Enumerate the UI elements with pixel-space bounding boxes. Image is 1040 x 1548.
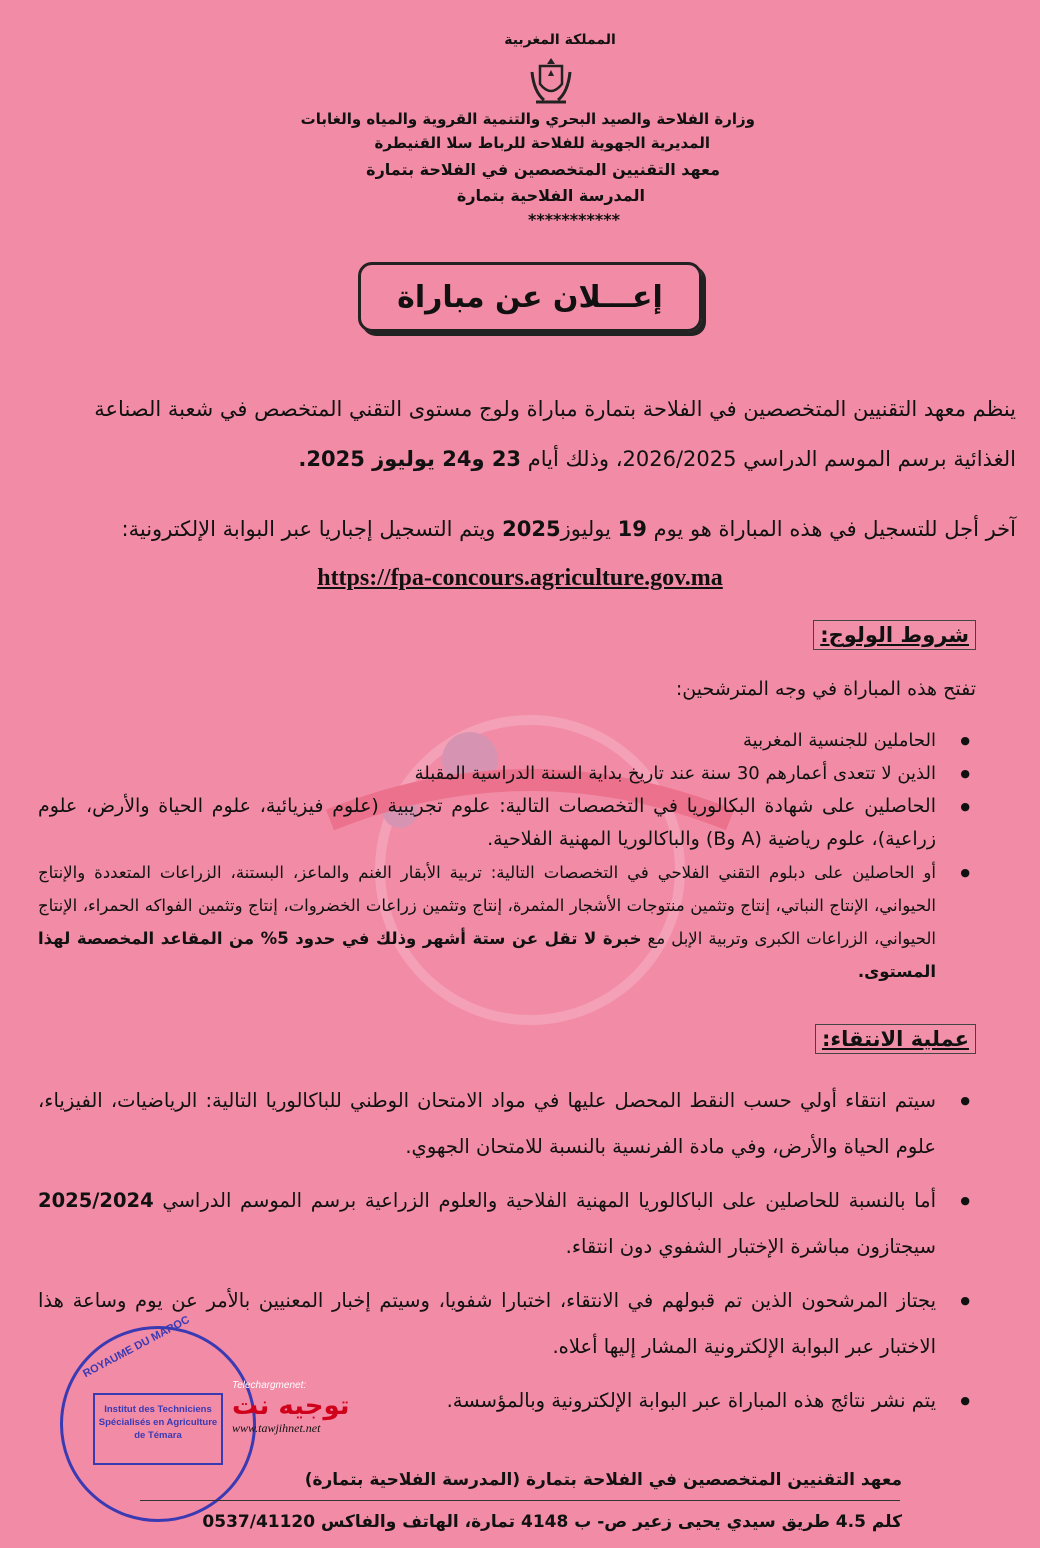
announcement-title: إعـــلان عن مباراة bbox=[397, 279, 663, 315]
header-institute: معهد التقنيين المتخصصين في الفلاحة بتمارة bbox=[366, 160, 720, 179]
conditions-intro: تفتح هذه المباراة في وجه المترشحين: bbox=[675, 678, 976, 700]
header-school: المدرسة الفلاحية بتمارة bbox=[456, 186, 645, 205]
registration-url[interactable]: https://fpa-concours.agriculture.gov.ma bbox=[317, 565, 723, 591]
selection-heading: عملية الانتقاء: bbox=[815, 1024, 976, 1054]
deadline-paragraph bbox=[24, 504, 1016, 554]
deadline-text-e: ويتم التسجيل إجباريا عبر البوابة الإلكترونية: bbox=[121, 517, 503, 541]
footer-institute: معهد التقنيين المتخصصين في الفلاحة بتمارة (المدرسة الفلاحية بتمارة) bbox=[304, 1470, 902, 1490]
watermark-brand-logo: توجيه نت bbox=[232, 1391, 350, 1421]
deadline-day: 19 bbox=[617, 517, 647, 541]
watermark-brand bbox=[232, 1380, 350, 1436]
deadline-month: يوليوز bbox=[560, 517, 618, 541]
selection-item: ● يتم نشر نتائج هذه المباراة عبر البوابة الإلكترونية وبالمؤسسة. bbox=[38, 1378, 976, 1424]
watermark-download-label: Telechargmenet: bbox=[232, 1380, 307, 1391]
header-kingdom: المملكة المغربية bbox=[504, 32, 616, 48]
deadline-year: 2025 bbox=[502, 517, 561, 541]
condition-item-4-text: أو الحاصلين على دبلوم التقني الفلاحي في التخصصات التالية: تربية الأبقار الغنم والماعز، البستنة، الزراعات المتعددة والإنتاج الحيواني، الإنتاج النباتي، إنتاج وتثمين منتوجات الأشجار المثمرة، إنتاج وتثمين زراعات الخضروات، إنتاج وتثمين الفواكه الحمراء، الإنتاج الحيواني، الزراعات الكبرى وتربية الإبل مع bbox=[38, 863, 937, 948]
royal-emblem-icon bbox=[528, 54, 574, 106]
condition-item: ● الذين لا تتعدى أعمارهم 30 سنة عند تاريخ بداية السنة الدراسية المقبلة bbox=[38, 757, 976, 790]
watermark-site-link[interactable]: www.tawjihnet.net bbox=[232, 1421, 321, 1435]
header-regional-direction: المديرية الجهوية للفلاحة للرباط سلا القنيطرة bbox=[374, 134, 710, 152]
condition-item: ● الحاصلين على شهادة البكالوريا في التخصصات التالية: علوم تجريبية (علوم فيزيائية، علوم الحياة والأرض، علوم زراعية)، علوم رياضية (A وB) والباكالوريا المهنية الفلاحية. bbox=[38, 790, 976, 856]
footer-divider bbox=[140, 1500, 900, 1501]
deadline-text-a: آخر أجل للتسجيل في هذه المباراة هو يوم bbox=[646, 517, 1016, 541]
stamp-line-3: de Témara bbox=[134, 1430, 182, 1441]
stamp-ring-text: ROYAUME DU MAROC bbox=[81, 1313, 192, 1381]
selection-item-2-text: أما بالنسبة للحاصلين على الباكالوريا المهنية الفلاحية والعلوم الزراعية برسم الموسم الدراسي bbox=[153, 1189, 936, 1212]
intro-line-2-text: الغذائية برسم الموسم الدراسي 2026/2025، وذلك أيام bbox=[521, 447, 1016, 471]
contest-dates: 23 و24 يوليوز 2025. bbox=[298, 447, 522, 471]
stamp-line-2: Spécialisés en Agriculture bbox=[98, 1417, 218, 1428]
condition-item-4-bold: خبرة لا تقل عن ستة أشهر وذلك في حدود 5% من المقاعد المخصصة لهذا المستوى. bbox=[38, 929, 936, 981]
stamp-line-1: Institut des Techniciens bbox=[104, 1404, 212, 1415]
header-stars: *********** bbox=[527, 210, 620, 229]
intro-paragraph bbox=[24, 384, 1016, 484]
selection-item bbox=[38, 1178, 976, 1270]
intro-line-1: ينظم معهد التقنيين المتخصصين في الفلاحة بتمارة مباراة ولوج مستوى التقني المتخصص في شعبة الصناعة bbox=[94, 397, 1016, 421]
stamp-inner-box bbox=[93, 1393, 223, 1465]
intro-line-2 bbox=[24, 434, 1016, 484]
announcement-title-box bbox=[358, 262, 702, 332]
condition-item bbox=[38, 856, 976, 988]
condition-item: ● الحاملين للجنسية المغربية bbox=[38, 724, 976, 757]
selection-item-2-year: 2025/2024 bbox=[38, 1189, 154, 1212]
selection-item: ● يجتاز المرشحون الذين تم قبولهم في الانتقاء، اختبارا شفويا، وسيتم إخبار المعنيين بالأمر عن يوم وساعة هذا الاختبار عبر البوابة الإلكترونية المشار إليها أعلاه. bbox=[38, 1278, 976, 1370]
selection-item-2-end: سيجتازون مباشرة الإختبار الشفوي دون انتقاء. bbox=[565, 1235, 936, 1258]
selection-item: ● سيتم انتقاء أولي حسب النقط المحصل عليها في مواد الامتحان الوطني للباكالوريا التالية: الرياضيات، الفيزياء، علوم الحياة والأرض، وفي مادة الفرنسية بالنسبة للامتحان الجهوي. bbox=[38, 1078, 976, 1170]
header-ministry: وزارة الفلاحة والصيد البحري والتنمية القروية والمياه والغابات bbox=[300, 110, 755, 128]
institute-stamp bbox=[60, 1313, 256, 1522]
footer-address: كلم 4.5 طريق سيدي يحيى زعير ص- ب 4148 تمارة، الهاتف والفاكس 0537/41120 bbox=[202, 1512, 902, 1532]
conditions-list bbox=[38, 724, 976, 988]
conditions-heading: شروط الولوج: bbox=[813, 620, 976, 650]
